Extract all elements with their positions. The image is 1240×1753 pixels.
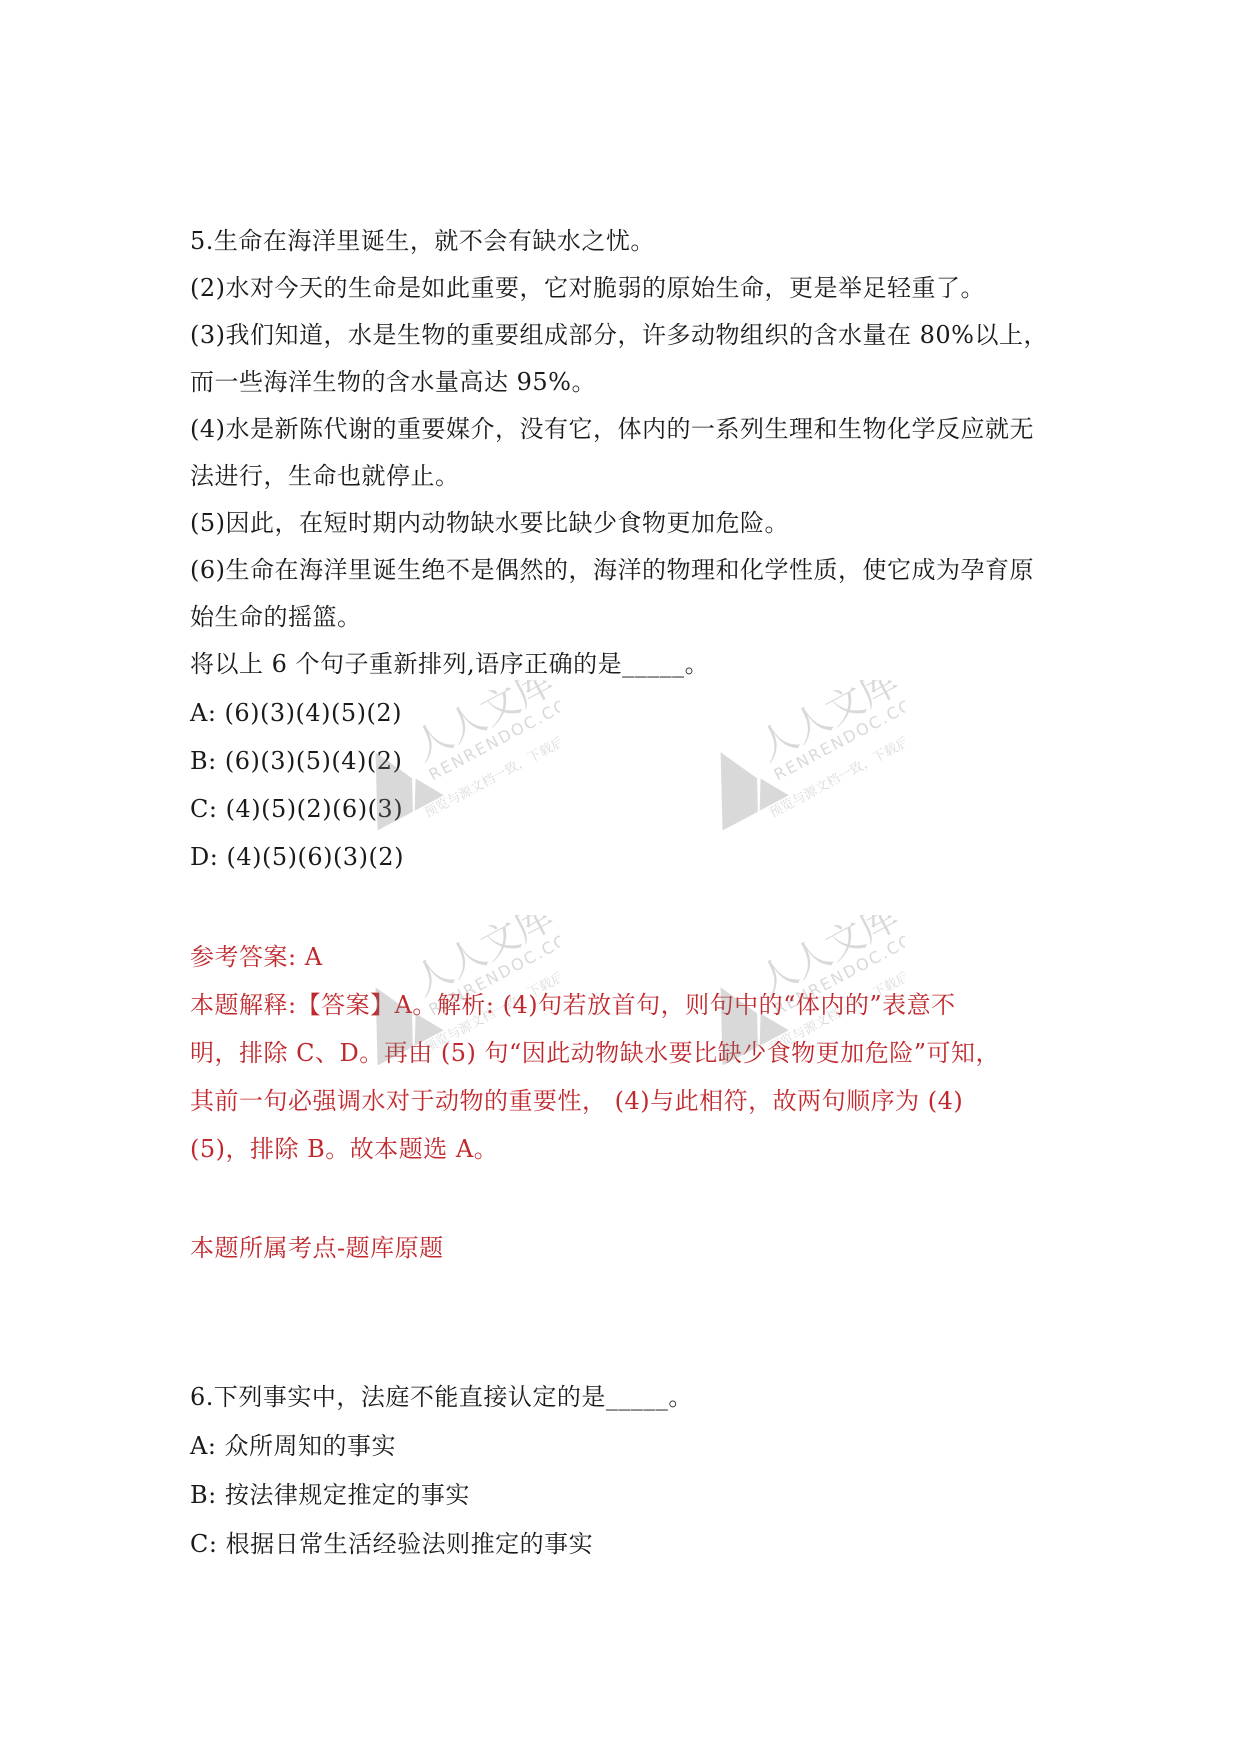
q6-option-a: A: 众所周知的事实 xyxy=(190,1432,397,1460)
watermark-note: 预览与源文档一致，下载后无此水印 xyxy=(767,710,905,822)
q5-option-d: D: (4)(5)(6)(3)(2) xyxy=(190,843,404,871)
q5-prompt: 将以上 6 个句子重新排列,语序正确的是_____。 xyxy=(190,650,710,678)
q5-explanation-2: 明，排除 C、D。再由 (5) 句“因此动物缺水要比缺少食物更加危险”可知， xyxy=(190,1039,1001,1067)
q5-sentence-2: (2)水对今天的生命是如此重要，它对脆弱的原始生命，更是举足轻重了。 xyxy=(190,274,985,302)
q5-explanation-3: 其前一句必强调水对于动物的重要性， (4)与此相符，故两句顺序为 (4) xyxy=(190,1087,964,1115)
watermark-note: 预览与源文档一致，下载后无此水印 xyxy=(767,945,905,1057)
q5-explanation-1: 本题解释:【答案】A。解析: (4)句若放首句，则句中的“体内的”表意不 xyxy=(190,991,956,1019)
q6-option-c: C: 根据日常生活经验法则推定的事实 xyxy=(190,1530,594,1558)
watermark-brand: 人人文库 xyxy=(750,915,905,1005)
q5-explanation-4: (5)，排除 B。故本题选 A。 xyxy=(190,1135,499,1163)
q5-answer: 参考答案: A xyxy=(190,943,323,971)
watermark-site: RENRENDOC.COM xyxy=(425,922,560,1020)
q5-sentence-5: (5)因此，在短时期内动物缺水要比缺少食物更加危险。 xyxy=(190,509,789,537)
watermark-site: RENRENDOC.COM xyxy=(425,687,560,785)
watermark-note: 预览与源文档一致，下载后无此水印 xyxy=(422,710,560,822)
q5-option-b: B: (6)(3)(5)(4)(2) xyxy=(190,747,403,775)
q5-option-a: A: (6)(3)(4)(5)(2) xyxy=(190,699,403,727)
q6-option-b: B: 按法律规定推定的事实 xyxy=(190,1481,470,1509)
q5-sentence-3b: 而一些海洋生物的含水量高达 95%。 xyxy=(190,368,596,396)
watermark-site: RENRENDOC.COM xyxy=(770,922,905,1020)
watermark-logo xyxy=(675,680,905,830)
q5-sentence-6b: 始生命的摇篮。 xyxy=(190,603,362,631)
watermark-site: RENRENDOC.COM xyxy=(770,687,905,785)
q5-option-c: C: (4)(5)(2)(6)(3) xyxy=(190,795,404,823)
q5-topic: 本题所属考点-题库原题 xyxy=(190,1234,444,1262)
watermark-note: 预览与源文档一致，下载后无此水印 xyxy=(422,945,560,1057)
q5-sentence-3a: (3)我们知道，水是生物的重要组成部分，许多动物组织的含水量在 80%以上， xyxy=(190,321,1048,349)
watermark-brand: 人人文库 xyxy=(405,915,560,1005)
q5-stem: 5.生命在海洋里诞生，就不会有缺水之忧。 xyxy=(190,227,655,255)
watermark-brand: 人人文库 xyxy=(405,680,560,770)
q6-stem: 6.下列事实中，法庭不能直接认定的是_____。 xyxy=(190,1383,693,1411)
watermark-brand: 人人文库 xyxy=(750,680,905,770)
q5-sentence-4b: 法进行，生命也就停止。 xyxy=(190,462,460,490)
q5-sentence-4a: (4)水是新陈代谢的重要媒介，没有它，体内的一系列生理和生物化学反应就无 xyxy=(190,415,1034,443)
q5-sentence-6a: (6)生命在海洋里诞生绝不是偶然的，海洋的物理和化学性质，使它成为孕育原 xyxy=(190,556,1034,584)
